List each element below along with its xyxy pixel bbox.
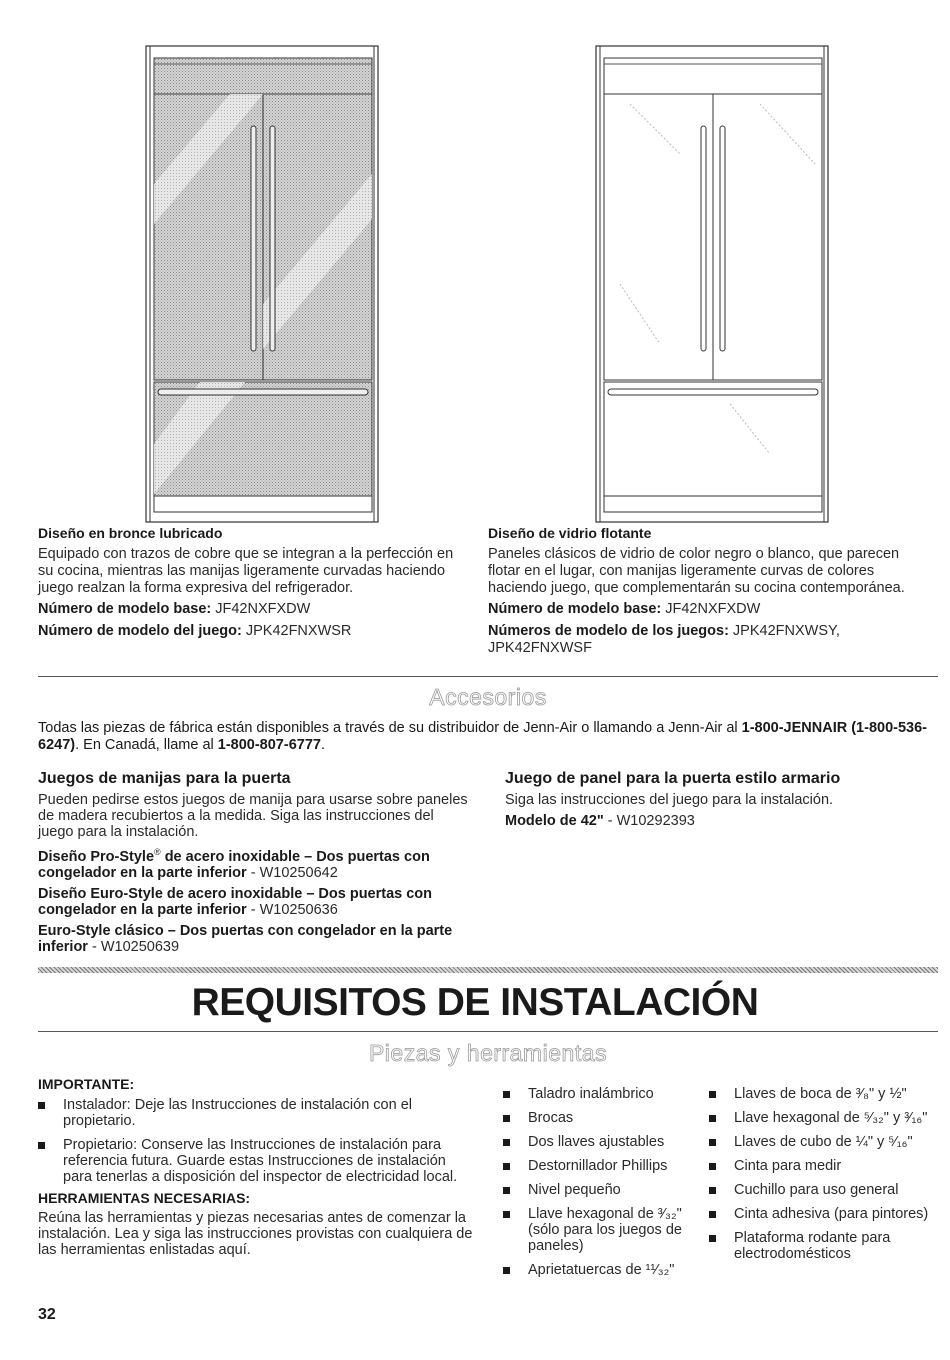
herramientas-label: HERRAMIENTAS NECESARIAS: bbox=[38, 1190, 251, 1206]
bullet-icon bbox=[503, 1115, 510, 1122]
bullet-icon bbox=[503, 1211, 510, 1218]
importante-section bbox=[38, 1076, 473, 1258]
bullet-icon bbox=[709, 1187, 716, 1194]
bronze-caption-title: Diseño en bronce lubricado bbox=[38, 525, 223, 541]
bullet-icon bbox=[503, 1267, 510, 1274]
list-item: Propietario: Conserve las Instrucciones de instalación para referencia futura. Guarde estas Instrucciones de instalación para tenerlas a disposición del inspector de electricidad local. bbox=[38, 1137, 473, 1185]
list-item: Dos llaves ajustables bbox=[503, 1134, 693, 1150]
bronze-base-model: Número de modelo base: JF42NXFXDW bbox=[38, 601, 311, 617]
piezas-rule bbox=[38, 1031, 938, 1032]
bullet-icon bbox=[503, 1091, 510, 1098]
list-item: Plataforma rodante para electrodomésticos bbox=[709, 1230, 941, 1262]
accesorios-heading: Accesorios bbox=[429, 684, 547, 710]
tools-list-2 bbox=[709, 1086, 941, 1270]
handle-kit-euro-classic: Euro-Style clásico – Dos puertas con congelador en la parte inferior - W10250639 bbox=[38, 922, 453, 955]
jennair-phone: 1-800-JENNAIR (1-800-536-6247) bbox=[38, 720, 927, 753]
list-item: Cinta para medir bbox=[709, 1158, 941, 1174]
piezas-heading: Piezas y herramientas bbox=[368, 1040, 608, 1066]
bronze-caption-body: Equipado con trazos de cobre que se integran a la perfección en su cocina, mientras las manijas ligeramente curvadas haciendo juego realzan la forma expresiva del refrigerador. bbox=[38, 546, 454, 596]
list-item: Cuchillo para uso general bbox=[709, 1182, 941, 1198]
list-item: Taladro inalámbrico bbox=[503, 1086, 693, 1102]
bullet-icon bbox=[709, 1091, 716, 1098]
bullet-icon bbox=[503, 1163, 510, 1170]
glass-caption-body: Paneles clásicos de vidrio de color negro o blanco, que parecen flotar en el lugar, con manijas ligeramente curvas de colores haciendo juego, que complementarán su cocina contemporánea. bbox=[488, 546, 905, 596]
bullet-icon bbox=[709, 1211, 716, 1218]
list-item: Instalador: Deje las Instrucciones de instalación con el propietario. bbox=[38, 1097, 473, 1129]
list-item: Nivel pequeño bbox=[503, 1182, 693, 1198]
panel-kit-body: Siga las instrucciones del juego para la instalación. bbox=[505, 792, 834, 808]
bullet-icon bbox=[709, 1235, 716, 1242]
bronze-refrigerator-illustration bbox=[140, 44, 385, 526]
glass-kit-models: Números de modelo de los juegos: JPK42FNXWSY, JPK42FNXWSF bbox=[488, 623, 840, 656]
list-item: Cinta adhesiva (para pintores) bbox=[709, 1206, 941, 1222]
section-divider-bar bbox=[38, 967, 938, 973]
herramientas-body: Reúna las herramientas y piezas necesarias antes de comenzar la instalación. Lea y siga las instrucciones provistas con cualquiera de las herramientas enlistadas aquí. bbox=[38, 1210, 473, 1258]
handle-kits-title: Juegos de manijas para la puerta bbox=[38, 770, 291, 787]
list-item: Llaves de cubo de ¼" y ⁵⁄₁₆" bbox=[709, 1134, 941, 1150]
list-item: Destornillador Phillips bbox=[503, 1158, 693, 1174]
bullet-icon bbox=[709, 1115, 716, 1122]
bronze-caption bbox=[38, 525, 468, 640]
bullet-icon bbox=[709, 1139, 716, 1146]
glass-refrigerator-illustration bbox=[590, 44, 835, 526]
importante-label: IMPORTANTE: bbox=[38, 1076, 135, 1092]
tools-list-1 bbox=[503, 1086, 693, 1286]
bronze-kit-model: Número de modelo del juego: JPK42FNXWSR bbox=[38, 623, 352, 639]
bullet-icon bbox=[503, 1187, 510, 1194]
handle-kit-pro-style: Diseño Pro-Style® de acero inoxidable – Dos puertas con congelador en la parte inferior - W10250642 bbox=[38, 847, 430, 881]
bullet-icon bbox=[503, 1139, 510, 1146]
panel-kit-title: Juego de panel para la puerta estilo armario bbox=[505, 770, 841, 787]
list-item: Aprietatuercas de ¹¹⁄₃₂" bbox=[503, 1262, 693, 1278]
glass-caption-title: Diseño de vidrio flotante bbox=[488, 525, 652, 541]
bullet-icon bbox=[38, 1142, 45, 1149]
bullet-icon bbox=[38, 1102, 45, 1109]
list-item: Llave hexagonal de ³⁄₃₂" (sólo para los juegos de paneles) bbox=[503, 1206, 693, 1254]
panel-kit-model: Modelo de 42" - W10292393 bbox=[505, 813, 695, 829]
accesorios-intro: Todas las piezas de fábrica están disponibles a través de su distribuidor de Jenn-Air o llamando a Jenn-Air al 1-800-JENNAIR (1-800-536-6247). En Canadá, llame al 1-800-807-6777. bbox=[38, 720, 927, 753]
handle-kit-euro-style: Diseño Euro-Style de acero inoxidable – Dos puertas con congelador en la parte inferior - W10250636 bbox=[38, 885, 433, 918]
accesorios-rule bbox=[38, 676, 938, 677]
canada-phone: 1-800-807-6777 bbox=[217, 737, 321, 753]
panel-kit-section bbox=[505, 770, 935, 829]
glass-base-model: Número de modelo base: JF42NXFXDW bbox=[488, 601, 761, 617]
installation-requirements-title: REQUISITOS DE INSTALACIÓN bbox=[191, 981, 759, 1024]
page-number: 32 bbox=[38, 1306, 56, 1323]
list-item: Llaves de boca de ³⁄₈" y ½" bbox=[709, 1086, 941, 1102]
glass-caption bbox=[488, 525, 933, 657]
handle-kits-section bbox=[38, 770, 468, 955]
importante-list bbox=[38, 1097, 473, 1185]
list-item: Brocas bbox=[503, 1110, 693, 1126]
handle-kits-body: Pueden pedirse estos juegos de manija para usarse sobre paneles de madera recubiertos a la medida. Siga las instrucciones del juego para la instalación. bbox=[38, 792, 468, 840]
bullet-icon bbox=[709, 1163, 716, 1170]
list-item: Llave hexagonal de ⁵⁄₃₂" y ³⁄₁₆" bbox=[709, 1110, 941, 1126]
